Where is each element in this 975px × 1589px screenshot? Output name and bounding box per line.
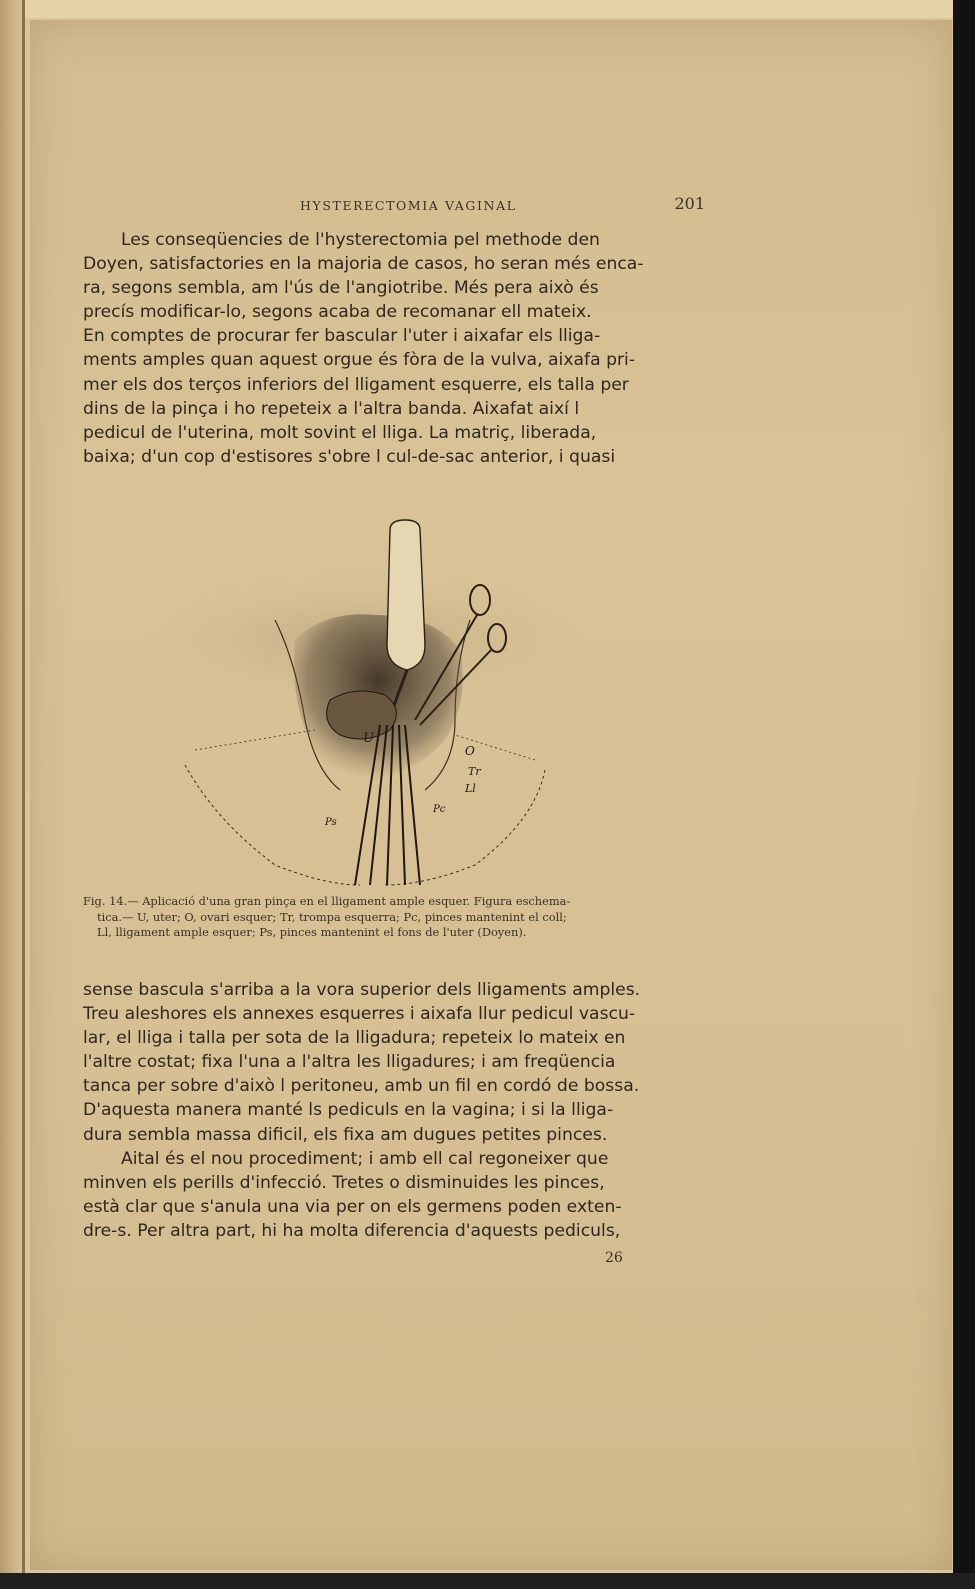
text-line: ra, segons sembla, am l'ús de l'angiotribe. Més pera això és [83, 278, 599, 299]
anatomical-figure [125, 490, 605, 900]
figure-caption [83, 894, 673, 941]
text-line: precís modificar-lo, segons acaba de recomanar ell mateix. [83, 302, 592, 323]
label-pc: Pc [433, 804, 446, 815]
text-line: pedicul de l'uterina, molt sovint el lliga. La matriç, liberada, [83, 422, 597, 443]
text-line: baixa; d'un cop d'estisores s'obre l cul-de-sac anterior, i quasi [83, 446, 616, 467]
text-line: tanca per sobre d'això l peritoneu, amb un fil en cordó de bossa. [83, 1076, 640, 1097]
text-line: sense bascula s'arriba a la vora superior dels lligaments amples. [83, 980, 641, 1000]
label-lligament: Ll [465, 782, 476, 795]
page-number: 201 [674, 194, 705, 213]
text-line: ments amples quan aquest orgue és fòra de la vulva, aixafa pri- [83, 350, 636, 371]
scan-top-edge [0, 0, 975, 18]
text-line: En comptes de procurar fer bascular l'uter i aixafar els lliga- [83, 326, 601, 347]
text-line: està clar que s'anula una via per on els germens poden exten- [83, 1196, 622, 1217]
text-line: lar, el lliga i talla per sota de la lligadura; repeteix lo mateix en [83, 1028, 626, 1049]
book-page [30, 20, 952, 1570]
text-line: Aital és el nou procediment; i amb ell cal regoneixer que [121, 1148, 609, 1169]
text-line: Doyen, satisfactories en la majoria de casos, ho seran més enca- [83, 254, 644, 275]
caption-line: Fig. 14.— Aplicació d'una gran pinça en el lligament ample esquer. Figura eschema- [83, 894, 571, 908]
text-line: Les conseqüencies de l'hysterectomia pel methode den [121, 230, 600, 250]
label-trompa: Tr [468, 765, 481, 778]
label-ps: Ps [325, 817, 337, 828]
facing-page-edge [0, 0, 22, 1589]
text-line: Treu aleshores els annexes esquerres i aixafa llur pedicul vascu- [83, 1004, 636, 1025]
binding-shadow [22, 0, 25, 1589]
caption-line: tica.— U, uter; O, ovari esquer; Tr, trompa esquerra; Pc, pinces mantenint el coll; [97, 909, 567, 924]
text-line: minven els perills d'infecció. Tretes o disminuides les pinces, [83, 1172, 605, 1193]
paragraph-1 [83, 228, 673, 469]
paragraph-2 [83, 978, 673, 1243]
leader-left [195, 730, 315, 750]
running-head [115, 192, 705, 222]
running-title: HYSTERECTOMIA VAGINAL [300, 198, 517, 213]
caption-line: Ll, lligament ample esquer; Ps, pinces mantenint el fons de l'uter (Doyen). [97, 925, 527, 940]
text-line: dins de la pinça i ho repeteix a l'altra banda. Aixafat així l [83, 398, 580, 419]
text-line: l'altre costat; fixa l'una a l'altra les lligadures; i am freqüencia [83, 1052, 616, 1073]
text-line: dura sembla massa dificil, els fixa am dugues petites pinces. [83, 1124, 608, 1145]
speculum-valve [387, 520, 425, 670]
text-line: dre-s. Per altra part, hi ha molta diferencia d'aquests pediculs, [83, 1220, 621, 1241]
scan-bottom-border [0, 1573, 975, 1589]
scan-right-border [953, 0, 975, 1589]
text-line: mer els dos terços inferiors del lligament esquerre, els talla per [83, 374, 629, 395]
text-line: D'aquesta manera manté ls pediculs en la vagina; i si la lliga- [83, 1100, 614, 1121]
signature-mark: 26 [605, 1250, 623, 1266]
label-ovari: O [465, 744, 475, 758]
label-uter: U [363, 731, 374, 746]
